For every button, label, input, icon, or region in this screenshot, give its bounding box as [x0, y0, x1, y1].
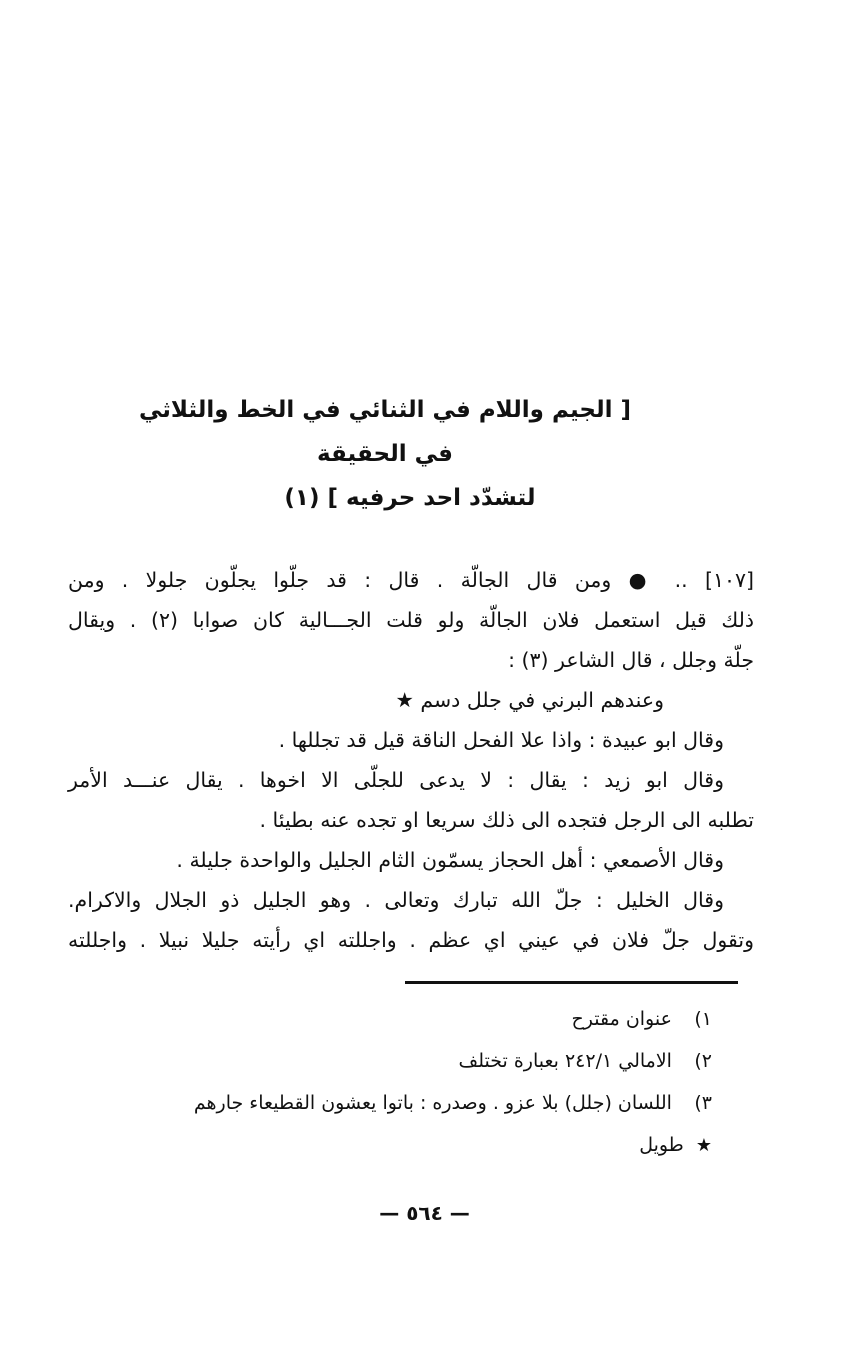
star-icon: ★	[695, 1135, 712, 1156]
body-text	[68, 560, 754, 960]
footnote-number: ٢)	[694, 1050, 712, 1072]
text-line: تطلبه الى الرجل فتجده الى ذلك سريعا او تجده عنه بطيئا .	[259, 808, 754, 832]
footnote-number: ٣)	[694, 1092, 712, 1114]
footnote	[90, 1082, 712, 1124]
text-line: وقال الخليل : جلّ الله تبارك وتعالى . وهو الجليل ذو الجلال والاكرام.	[68, 888, 724, 912]
verse-line: وعندهم البرني في جلل دسم ★	[395, 688, 664, 712]
text-line: جلّة وجلل ، قال الشاعر (٣) :	[508, 648, 754, 672]
footnote-meter	[90, 1124, 712, 1166]
footnote-number: ١)	[694, 1008, 712, 1030]
text-line: [١٠٧] .. ● ومن قال الجالّة . قال : قد جلّوا يجلّون جلولا . ومن	[68, 568, 754, 592]
text-line: ذلك قيل استعمل فلان الجالّة ولو قلت الجـــالية كان صوابا (٢) . ويقال	[68, 608, 754, 632]
footnote	[90, 998, 712, 1040]
footnote-text: الامالي ٢٤٢/١ بعبارة تختلف	[458, 1050, 672, 1072]
text-line: وتقول جلّ فلان في عيني اي عظم . واجللته اي رأيته جليلا نبيلا . واجللته	[68, 928, 754, 952]
text-line: وقال ابو عبيدة : واذا علا الفحل الناقة قيل قد تجللها .	[278, 728, 724, 752]
section-heading	[120, 388, 680, 520]
footnote-meter-text: طويل	[639, 1134, 684, 1156]
text-line: وقال ابو زيد : يقال : لا يدعى للجلّى الا اخوها . يقال عنـــد الأمر	[68, 768, 724, 792]
heading-line-1: [ الجيم واللام في الثنائي في الخط والثلاثي في الحقيقة	[138, 397, 632, 467]
footnotes	[90, 998, 712, 1166]
page-number: — ٥٦٤ —	[379, 1201, 470, 1225]
footnote	[90, 1040, 712, 1082]
text-line: وقال الأصمعي : أهل الحجاز يسمّون الثام الجليل والواحدة جليلة .	[176, 848, 724, 872]
footnote-text: عنوان مقترح	[571, 1008, 672, 1030]
heading-line-2: لتشدّد احد حرفيه ] (١)	[284, 485, 536, 511]
footnote-text: اللسان (جلل) بلا عزو . وصدره : باتوا يعشون القطيعاء جارهم	[193, 1092, 672, 1114]
footnote-divider	[405, 981, 738, 984]
